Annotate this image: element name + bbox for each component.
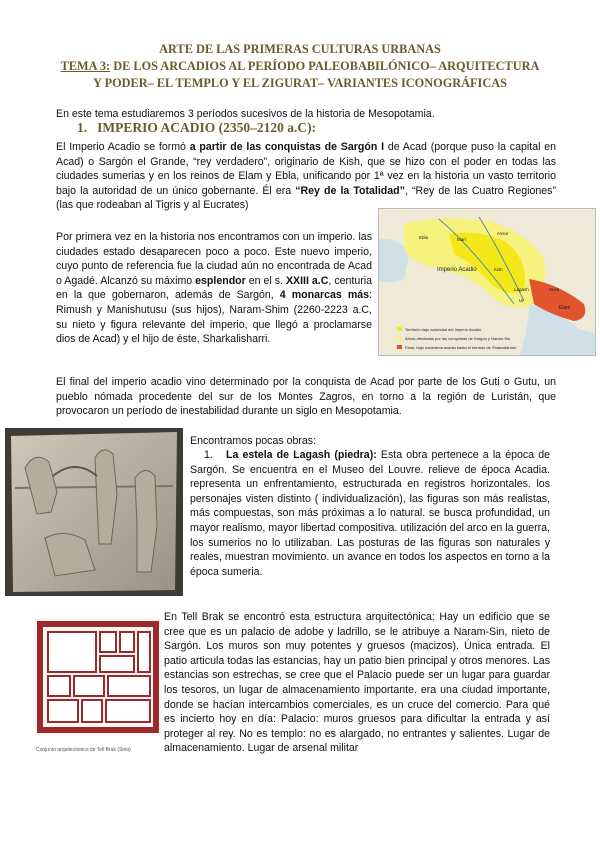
legend-item: Elam, bajo soberanía acadia hasta el reinado de Sharkalisharri (405, 345, 517, 350)
paragraph-sargon (56, 140, 556, 213)
plan-room (138, 632, 150, 672)
text-run: : Rimush y Manishutusu (sus hijos), Naram-Shim (2260-2223 a.C, su nieto y figura relevante del imperio, que llegó a proclamarse dios de Acad) y el hijo de éste, Sharkalisharri. (56, 289, 372, 346)
bold-run: XXIII a.C (285, 274, 329, 287)
text-run: , “Rey de las Cuatro Regiones” (las que rodeaban al Tigris y al Eucrates) (56, 184, 556, 212)
section-title: IMPERIO ACADIO (2350–2120 a.C): (97, 120, 317, 135)
bold-run: “Rey de la Totalidad” (295, 184, 405, 197)
text-run: , centuria en la que gobernaron, además de Sargón, (56, 274, 373, 302)
map-label-ebla: Ebla (419, 235, 429, 240)
map-label-kish: Kish (494, 267, 503, 272)
map-drawing (379, 209, 596, 356)
paragraph-tell-brak: En Tell Brak se encontró esta estructura arquitectónica: Hay un edificio que se cree que es un palacio de adobe y ladrillo, se le atribuye a Naram-Sin, nieto de Sargón. Los muros son muy potentes y gruesos (macizos). Única entrada. El patio articula todas las estancias, hay un patio bien principal y otros menores. Las estancias son estrechas, se cree que el Palacio puede ser un lugar para guardar los tesoros, un lugar de almacenamiento importante. era una ciudad importante, donde se hacían intercambios comerciales, es un cruce del comercio. Para qué es incierto hoy en día: Palacio: muros gruesos para dificultar la entrada y así proteger al rey. No es templo: no es alargado, no entrantes y salientes. Lugar de almacenamiento. Lugar de arsenal militar (164, 611, 550, 755)
plan-drawing (34, 618, 162, 736)
tell-brak-plan-image (34, 618, 162, 736)
tema-label: TEMA 3: (60, 59, 111, 73)
stele-title: La estela de Lagash (piedra): (226, 449, 377, 461)
plan-room (108, 676, 150, 696)
section-heading (77, 121, 316, 136)
map-label-mari: Mari (457, 237, 466, 242)
document-title-line1: ARTE DE LAS PRIMERAS CULTURAS URBANAS (159, 42, 441, 56)
stele-text: Esta obra pertenece a la época de Sargón. Se encuentra en el Museo del Louvre. relieve de época Acadia. representa un enfrentamiento, estructurada en registros horizontales. los personajes visten distinto ( individualización), las figuras son más realistas, más compuestas, son más próximas a lo natural. se busca profundidad, un mayor realismo, mayor libertad compositiva. utilización del arco en la guerra, los sumerios no lo utilizaban. Las posturas de las figuras son naturales y reales, muestran movimiento. un avance en todos los aspectos en torno a la época sumeria. (190, 449, 550, 578)
obras-intro: Encontramos pocas obras: (190, 435, 317, 447)
legend-item: Áreas afectadas por las conquistas de Sargón y Naram-Sin (405, 336, 511, 341)
plan-room (100, 656, 134, 672)
map-label-elam: Elam (559, 305, 571, 311)
plan-room (82, 700, 102, 722)
map-label-assur: Assur (497, 231, 509, 236)
plan-courtyard-secondary (74, 676, 104, 696)
document-title-line2-rest: DE LOS ARCADIOS AL PERÍODO PALEOBABILÓNICO– ARQUITECTURA (110, 59, 540, 73)
plan-room (48, 676, 70, 696)
section-number: 1. (77, 120, 88, 135)
paragraph-imperio (56, 230, 372, 347)
paragraph-final-imperio: El final del imperio acadio vino determinado por la conquista de Acad por parte de los Guti o Gutu, un pueblo nómada procedente del sur de los Montes Zagros, en torno a la región de Luristán, que provocaron un período de inestabilidad durante un siglo en Mesopotamia. (56, 376, 556, 418)
plan-courtyard-secondary (106, 700, 150, 722)
plan-room (120, 632, 134, 652)
legend-item: Territorio bajo autoridad del Imperio Acadio (405, 327, 482, 332)
bold-run: 4 monarcas más (279, 289, 370, 302)
document-title-line3: Y PODER– EL TEMPLO Y EL ZIGURAT– VARIANTES ICONOGRÁFICAS (93, 76, 507, 90)
text-run: El Imperio Acadio se formó (56, 141, 190, 153)
legend-swatch-conquest (397, 336, 402, 340)
plan-caption: Conjunto arquitectónico de Tell Brak (Siria) (36, 747, 131, 753)
map-label-susa: Susa (549, 287, 560, 292)
text-run: Por primera vez en la historia nos encontramos con un imperio. las ciudades estado desaparecen poco a poco. Este nuevo imperio, cuyo punto de referencia fue la ciudad aún no encontrada de Acad o Agadé. Alcanzó su máximo (56, 231, 372, 287)
bold-run: a partir de las conquistas de Sargón I (189, 141, 385, 153)
text-run: en el s. (245, 274, 286, 287)
map-label-ur: Ur (519, 298, 524, 303)
bold-run: esplendor (195, 274, 246, 287)
map-label-imperio: Imperio Acadio (437, 267, 477, 273)
map-label-lagash: Lagash (514, 287, 529, 292)
plan-room (48, 700, 78, 722)
stele-drawing (5, 428, 183, 596)
plan-room (100, 632, 116, 652)
document-title-line2 (40, 58, 560, 75)
list-number: 1. (204, 449, 213, 461)
text-run: de Acad (porque puso la capital en Acad) o Sargón el Grande, “rey verdadero”, originario de Kish, que se hizo con el poder en todas las ciudades sumerias y en los reinos de Elam y Ebla, unificando por 1ª vez en la historia un vasto territorio bajo la autoridad de un único gobernante. Él era (56, 141, 557, 197)
obras-item-stele (190, 448, 550, 579)
stele-relief-image (5, 428, 183, 596)
akkadian-empire-map (378, 208, 596, 356)
legend-swatch-elam (397, 345, 402, 349)
legend-swatch-core (397, 327, 402, 331)
plan-main-courtyard (48, 632, 96, 672)
intro-paragraph: En este tema estudiaremos 3 períodos sucesivos de la historia de Mesopotamia. (56, 108, 435, 120)
